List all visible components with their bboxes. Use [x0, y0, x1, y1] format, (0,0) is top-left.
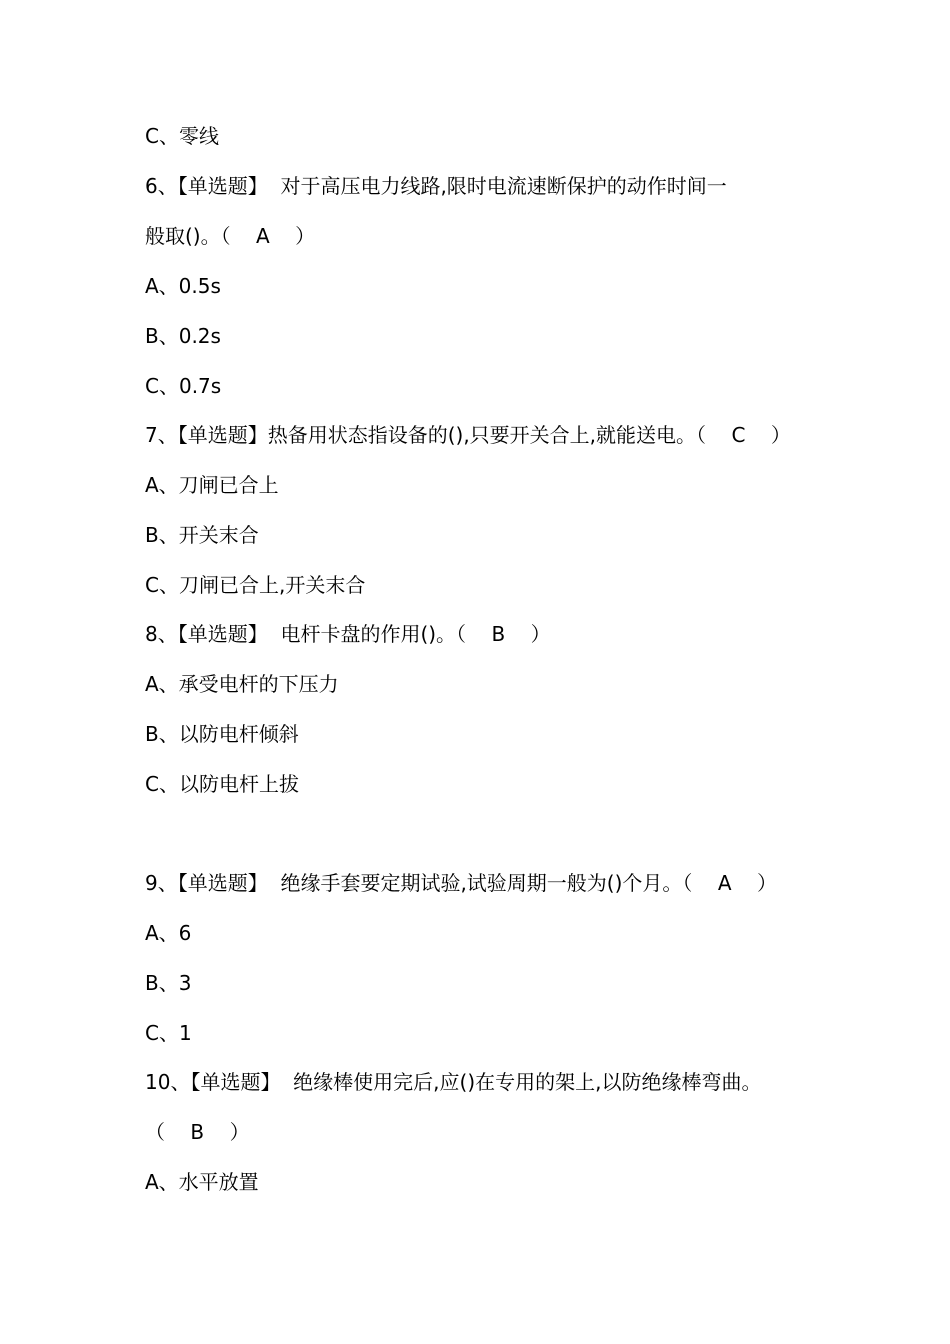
line-text: A、6 — [145, 921, 192, 945]
line-text: B、开关末合 — [145, 523, 259, 547]
q7-option-c — [145, 570, 890, 600]
line-text: 般取()。（ A ） — [145, 224, 316, 248]
q9-stem — [145, 868, 890, 898]
line-text: 9、【单选题】 绝缘手套要定期试验,试验周期一般为()个月。（ A ） — [145, 871, 777, 895]
line-text: 6、【单选题】 对于高压电力线路,限时电流速断保护的动作时间一 — [145, 174, 727, 198]
line-text: 10、【单选题】 绝缘棒使用完后,应()在专用的架上,以防绝缘棒弯曲。 — [145, 1070, 762, 1094]
line-text: 7、【单选题】热备用状态指设备的(),只要开关合上,就能送电。（ C ） — [145, 423, 791, 447]
q7-option-a — [145, 470, 890, 500]
q9-option-c — [145, 1018, 890, 1048]
line-text: A、承受电杆的下压力 — [145, 672, 339, 696]
line-text: A、水平放置 — [145, 1170, 259, 1194]
line-text: B、以防电杆倾斜 — [145, 722, 299, 746]
line-text: C、0.7s — [145, 374, 222, 398]
q9-option-a — [145, 918, 890, 948]
line-text: 8、【单选题】 电杆卡盘的作用()。（ B ） — [145, 622, 551, 646]
q7-option-b — [145, 520, 890, 550]
q6-stem-line2 — [145, 221, 890, 251]
q6-option-c — [145, 371, 890, 401]
q8-stem — [145, 619, 890, 649]
q10-option-a — [145, 1167, 890, 1197]
line-text: C、零线 — [145, 124, 219, 148]
line-text: B、3 — [145, 971, 192, 995]
q7-stem — [145, 420, 890, 450]
line-text: A、0.5s — [145, 274, 221, 298]
q8-option-a — [145, 669, 890, 699]
q9-option-b — [145, 968, 890, 998]
q10-stem-line2 — [145, 1117, 890, 1147]
line-text: C、以防电杆上拔 — [145, 772, 299, 796]
q8-option-c — [145, 769, 890, 799]
line-text: A、刀闸已合上 — [145, 473, 279, 497]
q5-option-c — [145, 121, 890, 151]
q6-option-b — [145, 321, 890, 351]
q10-stem-line1 — [145, 1067, 890, 1097]
line-text: B、0.2s — [145, 324, 221, 348]
q6-stem-line1 — [145, 171, 890, 201]
q6-option-a — [145, 271, 890, 301]
q8-option-b — [145, 719, 890, 749]
line-text: C、1 — [145, 1021, 192, 1045]
line-text: （ B ） — [145, 1120, 250, 1144]
line-text: C、刀闸已合上,开关末合 — [145, 573, 366, 597]
